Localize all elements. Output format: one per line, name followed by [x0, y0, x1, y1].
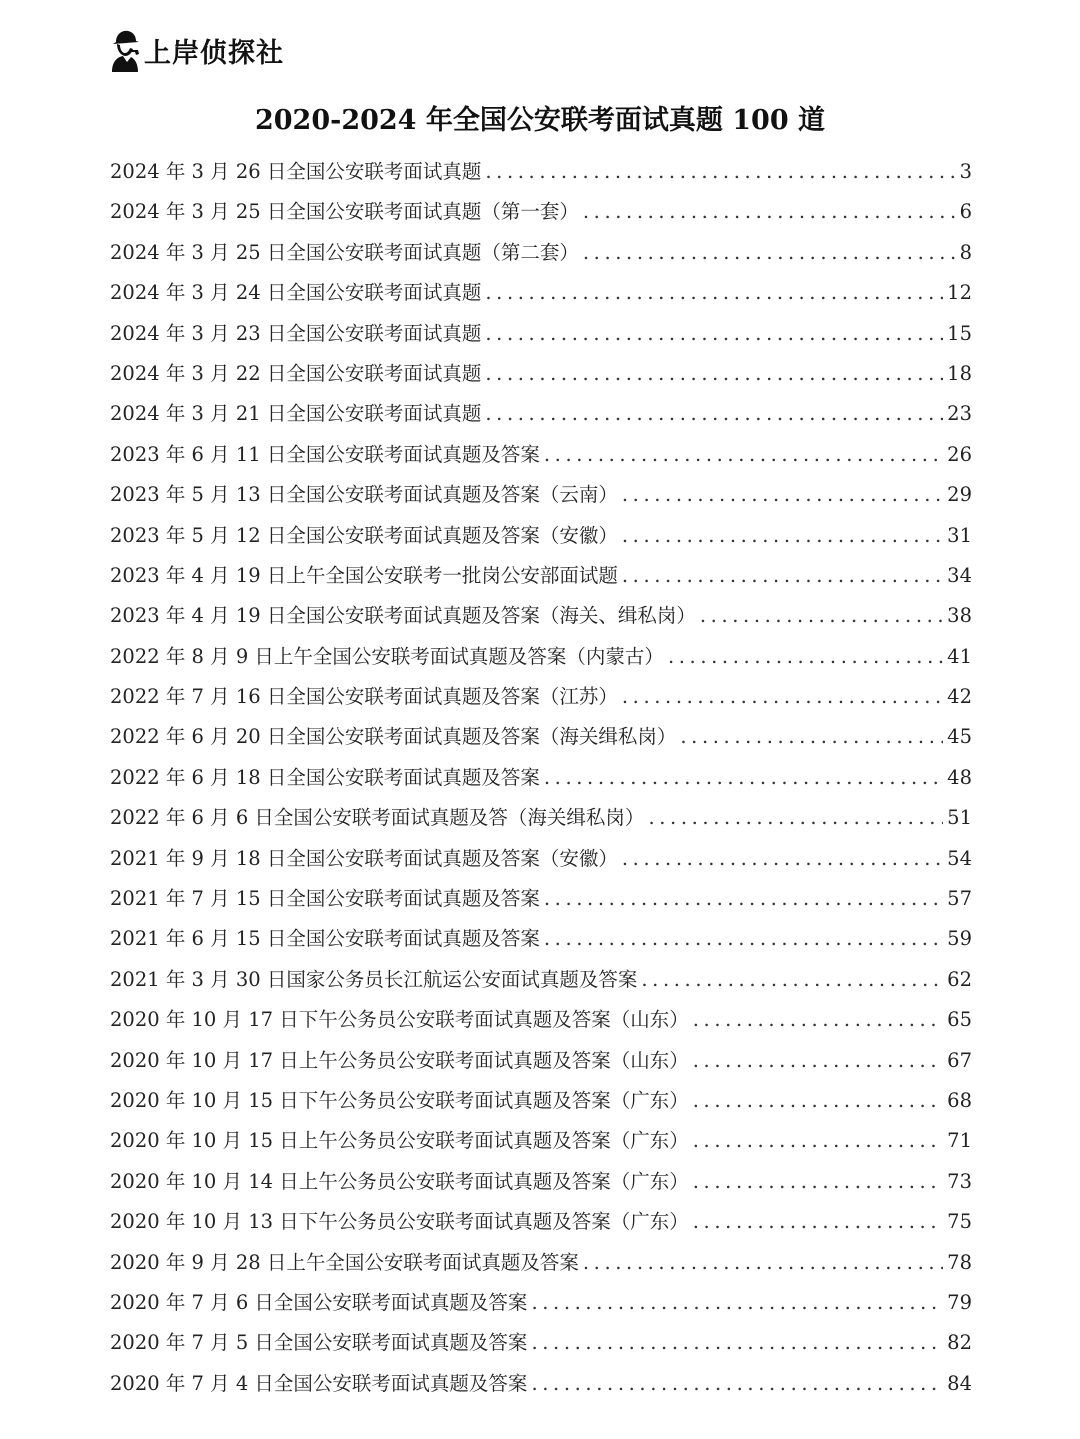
toc-page-number: 48	[947, 765, 972, 789]
toc-page-number: 15	[947, 321, 972, 345]
toc-dot-leader	[693, 1081, 943, 1121]
toc-dot-leader	[544, 435, 943, 475]
toc-page-number: 73	[947, 1169, 972, 1193]
toc-page-number: 51	[947, 806, 972, 830]
toc-page-number: 38	[947, 604, 972, 628]
toc-entry[interactable]	[110, 879, 972, 919]
toc-entry[interactable]	[110, 1243, 972, 1283]
toc-entry-title: 2024 年 3 月 24 日全国公安联考面试真题	[110, 281, 482, 305]
toc-dot-leader	[700, 596, 943, 636]
toc-entry[interactable]	[110, 516, 972, 556]
document-title: 2020-2024 年全国公安联考面试真题 100 道	[254, 105, 826, 136]
toc-entry-title: 2020 年 10 月 13 日下午公务员公安联考面试真题及答案（广东）	[110, 1210, 689, 1234]
toc-entry-title: 2023 年 5 月 12 日全国公安联考面试真题及答案（安徽）	[110, 523, 618, 547]
toc-page-number: 71	[947, 1129, 972, 1153]
toc-entry[interactable]	[110, 1364, 972, 1404]
toc-dot-leader	[531, 1283, 943, 1323]
toc-entry-title: 2024 年 3 月 25 日全国公安联考面试真题（第二套）	[110, 240, 579, 264]
toc-dot-leader	[583, 192, 956, 232]
toc-entry-title: 2022 年 7 月 16 日全国公安联考面试真题及答案（江苏）	[110, 685, 618, 709]
toc-dot-leader	[622, 839, 943, 879]
toc-dot-leader	[485, 314, 943, 354]
toc-entry[interactable]	[110, 1202, 972, 1242]
toc-dot-leader	[622, 677, 943, 717]
toc-page-number: 23	[947, 402, 972, 426]
toc-page-number: 54	[947, 846, 972, 870]
toc-dot-leader	[693, 1202, 943, 1242]
toc-entry[interactable]	[110, 1162, 972, 1202]
toc-page-number: 3	[959, 160, 972, 183]
toc-entry-title: 2020 年 10 月 17 日上午公务员公安联考面试真题及答案（山东）	[110, 1048, 689, 1072]
toc-entry[interactable]	[110, 717, 972, 757]
toc-entry[interactable]	[110, 1041, 972, 1081]
toc-entry-title: 2020 年 10 月 15 日上午公务员公安联考面试真题及答案（广东）	[110, 1129, 689, 1153]
toc-page-number: 29	[947, 483, 972, 507]
toc-page-number: 62	[947, 967, 972, 991]
toc-dot-leader	[544, 879, 943, 919]
toc-entry[interactable]	[110, 475, 972, 515]
toc-entry-title: 2024 年 3 月 22 日全国公安联考面试真题	[110, 361, 482, 385]
toc-dot-leader	[544, 919, 943, 959]
toc-page-number: 12	[947, 281, 972, 305]
toc-entry-title: 2024 年 3 月 21 日全国公安联考面试真题	[110, 402, 482, 426]
toc-entry[interactable]	[110, 556, 972, 596]
toc-entry[interactable]	[110, 839, 972, 879]
toc-dot-leader	[693, 1121, 943, 1161]
toc-entry[interactable]	[110, 919, 972, 959]
toc-dot-leader	[622, 475, 943, 515]
toc-page-number: 8	[959, 240, 972, 264]
toc-entry-title: 2020 年 10 月 14 日上午公务员公安联考面试真题及答案（广东）	[110, 1169, 689, 1193]
toc-entry-title: 2022 年 8 月 9 日上午全国公安联考面试真题及答案（内蒙古）	[110, 644, 664, 668]
toc-entry[interactable]	[110, 798, 972, 838]
toc-entry-title: 2021 年 9 月 18 日全国公安联考面试真题及答案（安徽）	[110, 846, 618, 870]
toc-dot-leader	[622, 516, 943, 556]
toc-entry-title: 2020 年 10 月 17 日下午公务员公安联考面试真题及答案（山东）	[110, 1008, 689, 1032]
toc-entry[interactable]	[110, 394, 972, 434]
toc-dot-leader	[641, 960, 943, 1000]
toc-entry-title: 2020 年 9 月 28 日上午全国公安联考面试真题及答案	[110, 1250, 579, 1274]
toc-page-number: 18	[947, 361, 972, 385]
toc-entry-title: 2023 年 6 月 11 日全国公安联考面试真题及答案	[110, 442, 540, 466]
toc-entry-title: 2020 年 7 月 4 日全国公安联考面试真题及答案	[110, 1371, 528, 1395]
toc-page-number: 84	[947, 1371, 972, 1395]
toc-entry[interactable]	[110, 758, 972, 798]
toc-dot-leader	[693, 1162, 943, 1202]
toc-page-number: 6	[959, 200, 972, 224]
toc-entry[interactable]	[110, 233, 972, 273]
toc-entry[interactable]	[110, 1081, 972, 1121]
toc-entry[interactable]	[110, 1121, 972, 1161]
toc-page-number: 75	[947, 1210, 972, 1234]
toc-dot-leader	[648, 798, 943, 838]
toc-entry-title: 2020 年 10 月 15 日下午公务员公安联考面试真题及答案（广东）	[110, 1088, 689, 1112]
toc-entry-title: 2022 年 6 月 18 日全国公安联考面试真题及答案	[110, 765, 540, 789]
toc-page-number: 59	[947, 927, 972, 951]
toc-entry[interactable]	[110, 960, 972, 1000]
toc-entry[interactable]	[110, 435, 972, 475]
toc-page-number: 82	[947, 1331, 972, 1355]
toc-dot-leader	[668, 637, 943, 677]
toc-page-number: 45	[947, 725, 972, 749]
toc-entry-title: 2021 年 6 月 15 日全国公安联考面试真题及答案	[110, 927, 540, 951]
toc-entry[interactable]	[110, 152, 972, 192]
toc-entry[interactable]	[110, 354, 972, 394]
toc-entry[interactable]	[110, 1283, 972, 1323]
toc-dot-leader	[693, 1041, 943, 1081]
table-of-contents	[110, 152, 972, 1404]
toc-dot-leader	[485, 273, 943, 313]
toc-entry-title: 2024 年 3 月 25 日全国公安联考面试真题（第一套）	[110, 200, 579, 224]
toc-page-number: 79	[947, 1290, 972, 1314]
toc-entry[interactable]	[110, 192, 972, 232]
toc-page-number: 67	[947, 1048, 972, 1072]
toc-entry-title: 2020 年 7 月 5 日全国公安联考面试真题及答案	[110, 1331, 528, 1355]
toc-dot-leader	[531, 1364, 943, 1404]
brand-logo	[108, 26, 284, 74]
toc-entry-title: 2020 年 7 月 6 日全国公安联考面试真题及答案	[110, 1290, 528, 1314]
toc-dot-leader	[485, 394, 943, 434]
toc-entry-title: 2023 年 4 月 19 日上午全国公安联考一批岗公安部面试题	[110, 563, 618, 587]
toc-page-number: 65	[947, 1008, 972, 1032]
toc-dot-leader	[583, 233, 956, 273]
toc-entry-title: 2022 年 6 月 20 日全国公安联考面试真题及答案（海关缉私岗）	[110, 725, 677, 749]
toc-page-number: 78	[947, 1250, 972, 1274]
toc-entry-title: 2021 年 3 月 30 日国家公务员长江航运公安面试真题及答案	[110, 967, 638, 991]
brand-name: 上岸侦探社	[144, 37, 284, 69]
toc-entry[interactable]	[110, 677, 972, 717]
toc-entry-title: 2024 年 3 月 23 日全国公安联考面试真题	[110, 321, 482, 345]
toc-page-number: 34	[947, 563, 972, 587]
toc-entry[interactable]	[110, 637, 972, 677]
toc-entry[interactable]	[110, 1000, 972, 1040]
toc-dot-leader	[622, 556, 943, 596]
toc-dot-leader	[583, 1243, 943, 1283]
toc-entry[interactable]	[110, 1323, 972, 1363]
toc-entry[interactable]	[110, 273, 972, 313]
toc-entry-title: 2021 年 7 月 15 日全国公安联考面试真题及答案	[110, 887, 540, 911]
toc-dot-leader	[485, 354, 943, 394]
toc-dot-leader	[531, 1323, 943, 1363]
toc-page-number: 26	[947, 442, 972, 466]
toc-entry-title: 2022 年 6 月 6 日全国公安联考面试真题及答（海关缉私岗）	[110, 806, 645, 830]
toc-page-number: 41	[947, 644, 972, 668]
toc-page-number: 42	[947, 685, 972, 709]
toc-entry-title: 2023 年 4 月 19 日全国公安联考面试真题及答案（海关、缉私岗）	[110, 604, 696, 628]
toc-page-number: 31	[947, 523, 972, 547]
toc-page-number: 57	[947, 887, 972, 911]
toc-entry-title: 2023 年 5 月 13 日全国公安联考面试真题及答案（云南）	[110, 483, 618, 507]
toc-page-number: 68	[947, 1088, 972, 1112]
toc-entry[interactable]	[110, 596, 972, 636]
toc-entry[interactable]	[110, 314, 972, 354]
toc-dot-leader	[544, 758, 943, 798]
toc-dot-leader	[693, 1000, 943, 1040]
toc-dot-leader	[485, 152, 955, 192]
toc-dot-leader	[680, 717, 943, 757]
detective-silhouette-icon	[108, 28, 142, 72]
toc-entry-title: 2024 年 3 月 26 日全国公安联考面试真题	[110, 160, 482, 183]
